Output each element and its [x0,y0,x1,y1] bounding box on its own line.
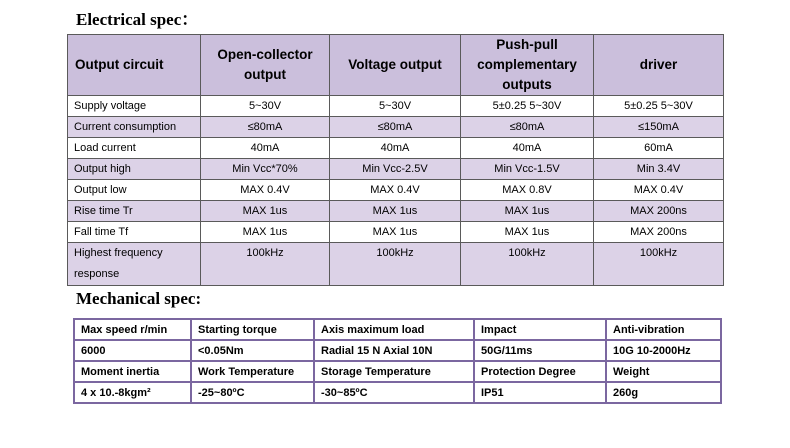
table-cell: Anti-vibration [606,319,721,340]
row-label: Highest frequency response [68,243,201,286]
row-label: Output high [68,159,201,180]
electrical-spec-heading: Electrical spec： [76,10,199,29]
table-row [74,319,721,340]
row-label: Rise time Tr [68,201,201,222]
table-cell: 10G 10-2000Hz [606,340,721,361]
table-cell: MAX 1us [201,201,330,222]
table-cell: MAX 1us [330,222,461,243]
table-cell: 100kHz [594,243,724,286]
table-cell: 40mA [461,138,594,159]
table-cell: MAX 200ns [594,201,724,222]
table-cell: 50G/11ms [474,340,606,361]
table-cell: -30~85ºC [314,382,474,403]
table-row [68,138,724,159]
table-row [68,117,724,138]
table-cell: Starting torque [191,319,314,340]
table-cell: MAX 0.4V [330,180,461,201]
table-cell: <0.05Nm [191,340,314,361]
table-cell: -25~80ºC [191,382,314,403]
table-row [74,382,721,403]
table-cell: 260g [606,382,721,403]
header-push-pull: Push-pull complementary outputs [461,35,594,96]
table-row [68,201,724,222]
table-cell: ≤150mA [594,117,724,138]
row-label: Load current [68,138,201,159]
row-label: Supply voltage [68,96,201,117]
table-row [74,361,721,382]
table-cell: 4 x 10.-8kgm² [74,382,191,403]
table-cell: MAX 1us [330,201,461,222]
table-cell: MAX 1us [201,222,330,243]
table-cell: MAX 1us [461,222,594,243]
table-cell: MAX 1us [461,201,594,222]
table-cell: 100kHz [330,243,461,286]
table-cell: Axis maximum load [314,319,474,340]
row-label: Output low [68,180,201,201]
table-cell: MAX 0.4V [594,180,724,201]
mechanical-spec-table [73,318,722,404]
header-output-circuit: Output circuit [68,35,201,96]
table-cell: ≤80mA [461,117,594,138]
row-label: Current consumption [68,117,201,138]
table-cell: Moment inertia [74,361,191,382]
table-cell: 100kHz [461,243,594,286]
table-cell: Min Vcc-1.5V [461,159,594,180]
electrical-header-row [68,35,724,96]
table-row [68,222,724,243]
table-cell: 100kHz [201,243,330,286]
table-cell: 5~30V [201,96,330,117]
table-cell: Min 3.4V [594,159,724,180]
table-row [68,159,724,180]
table-cell: Min Vcc-2.5V [330,159,461,180]
table-row [68,180,724,201]
table-cell: MAX 0.8V [461,180,594,201]
electrical-spec-table [67,34,724,286]
table-cell: Storage Temperature [314,361,474,382]
table-cell: IP51 [474,382,606,403]
table-row [68,243,724,286]
table-cell: Protection Degree [474,361,606,382]
header-open-collector: Open-collector output [201,35,330,96]
table-cell: 6000 [74,340,191,361]
table-cell: Max speed r/min [74,319,191,340]
table-cell: Impact [474,319,606,340]
table-row [74,340,721,361]
table-cell: ≤80mA [330,117,461,138]
table-cell: Work Temperature [191,361,314,382]
table-cell: 5±0.25 5~30V [594,96,724,117]
table-cell: Radial 15 N Axial 10N [314,340,474,361]
table-cell: ≤80mA [201,117,330,138]
header-driver: driver [594,35,724,96]
table-cell: Min Vcc*70% [201,159,330,180]
mechanical-spec-heading: Mechanical spec: [76,289,202,308]
table-cell: 40mA [201,138,330,159]
table-cell: MAX 0.4V [201,180,330,201]
table-cell: MAX 200ns [594,222,724,243]
table-row [68,96,724,117]
table-cell: 60mA [594,138,724,159]
row-label: Fall time Tf [68,222,201,243]
table-cell: Weight [606,361,721,382]
table-cell: 5~30V [330,96,461,117]
header-voltage-output: Voltage output [330,35,461,96]
table-cell: 5±0.25 5~30V [461,96,594,117]
table-cell: 40mA [330,138,461,159]
